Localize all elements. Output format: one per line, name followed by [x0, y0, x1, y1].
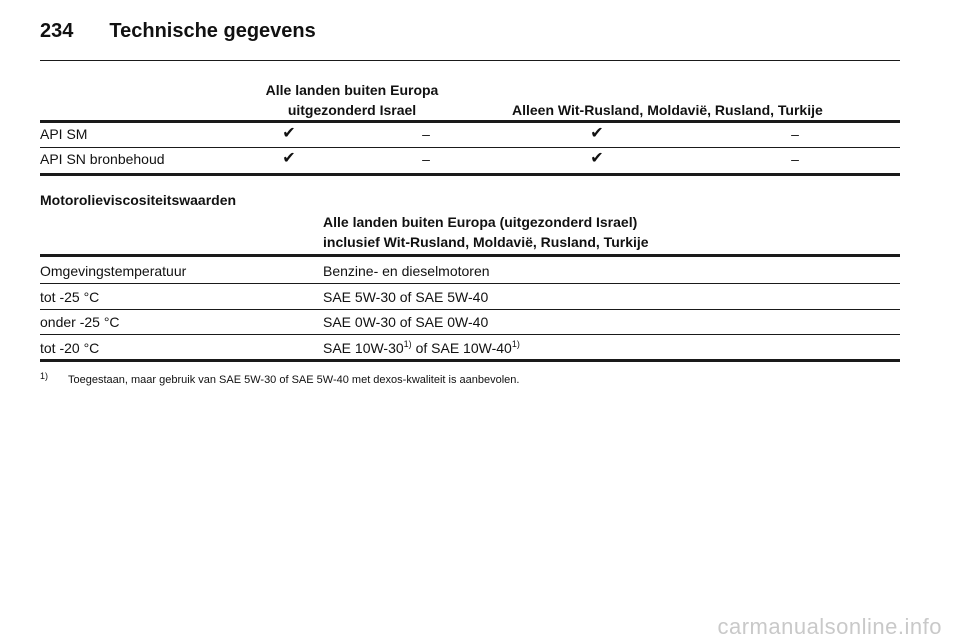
- viscosity-row-divider: [40, 283, 900, 284]
- dash-mark: –: [791, 151, 799, 167]
- api-table-bottom-rule: [40, 173, 900, 176]
- footnote: [40, 371, 520, 386]
- viscosity-table-bottom-rule: [40, 359, 900, 362]
- oil-grade-a: SAE 10W-30: [323, 340, 404, 356]
- viscosity-row-divider: [40, 334, 900, 335]
- oil-grade-cell: SAE 5W-30 of SAE 5W-40: [323, 289, 489, 305]
- footnote-text: Toegestaan, maar gebruik van SAE 5W-30 of SAE 5W-40 met dexos-kwaliteit is aanbevolen.: [68, 374, 520, 386]
- watermark: carmanualsonline.info: [717, 614, 942, 639]
- api-col1-header: [252, 80, 452, 120]
- dash-mark: –: [791, 126, 799, 142]
- api-table-top-rule: [40, 120, 900, 123]
- oil-grade-cell: SAE 0W-30 of SAE 0W-40: [323, 314, 489, 330]
- api-col1-header-line1: Alle landen buiten Europa: [265, 82, 439, 98]
- check-mark-icon: ✔: [590, 150, 604, 167]
- page-title: Technische gegevens: [109, 20, 316, 42]
- viscosity-header-line1: Alle landen buiten Europa (uitgezonderd Israel): [323, 214, 638, 230]
- temperature-cell: onder -25 °C: [40, 314, 120, 330]
- check-mark-icon: ✔: [590, 125, 604, 142]
- viscosity-header-line2: inclusief Wit-Rusland, Moldavië, Rusland, Turkije: [323, 234, 649, 250]
- dash-mark: –: [422, 151, 430, 167]
- dash-mark: –: [422, 126, 430, 142]
- check-mark-icon: ✔: [282, 150, 296, 167]
- col-header-engines: Benzine- en dieselmotoren: [323, 263, 490, 279]
- col-header-temperature: Omgevingstemperatuur: [40, 263, 187, 279]
- oil-grade-mid: of SAE 10W-40: [411, 340, 512, 356]
- api-col2-header: Alleen Wit-Rusland, Moldavië, Rusland, Turkije: [512, 102, 823, 118]
- footnote-ref: 1): [403, 339, 412, 349]
- oil-grade-cell: [323, 339, 520, 357]
- footnote-marker: 1): [40, 371, 49, 381]
- header-divider: [40, 60, 900, 61]
- footnote-ref: 1): [511, 339, 520, 349]
- viscosity-header: [323, 212, 649, 252]
- temperature-cell: tot -20 °C: [40, 340, 100, 356]
- api-row-label: API SN bronbehoud: [40, 151, 165, 167]
- viscosity-table-top-rule: [40, 254, 900, 257]
- api-row-label: API SM: [40, 126, 88, 142]
- page-header: [40, 20, 316, 43]
- page-number: 234: [40, 20, 74, 42]
- check-mark-icon: ✔: [282, 125, 296, 142]
- section-heading: Motorolieviscositeitswaarden: [40, 192, 237, 208]
- viscosity-row-divider: [40, 309, 900, 310]
- api-col1-header-line2: uitgezonderd Israel: [287, 102, 417, 118]
- temperature-cell: tot -25 °C: [40, 289, 100, 305]
- api-row-divider: [40, 147, 900, 148]
